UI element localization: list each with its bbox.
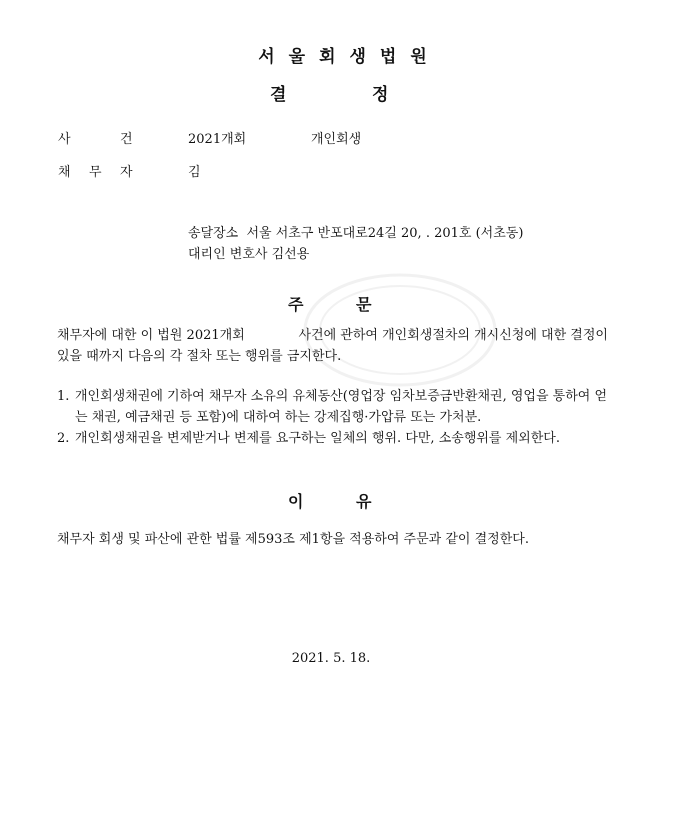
reason-text: 채무자 회생 및 파산에 관한 법률 제593조 제1항을 적용하여 주문과 같이 결정한다. [57, 532, 529, 547]
legal-agent: 대리인 변호사 김선용 [188, 247, 310, 262]
order-heading-left: 주 [288, 295, 304, 314]
reason-heading-left: 이 [288, 492, 304, 511]
court-name: 서울회생법원 [258, 47, 441, 67]
title-char-right: 정 [372, 85, 389, 105]
debtor-label-char-3: 자 [120, 165, 133, 180]
case-label [58, 128, 178, 146]
order-heading-right: 문 [356, 295, 372, 314]
order-item-2 [57, 428, 617, 449]
order-item-1-text: 개인회생채권에 기하여 채무자 소유의 유체동산(영업장 임차보증금반환채권, 영업을 통하여 얻는 채권, 예금채권 등 포함)에 대하여 하는 강제집행·가압류 또는 가처분. [75, 389, 608, 425]
title-char-left: 결 [270, 85, 287, 105]
debtor-name: 김 [188, 165, 201, 180]
order-item-2-number: 2. [57, 431, 70, 446]
case-type: 개인회생 [311, 132, 362, 147]
service-address: 송달장소 서울 서초구 반포대로24길 20, . 201호 (서초동) [188, 226, 524, 241]
order-item-1-number: 1. [57, 389, 70, 404]
order-intro: 채무자에 대한 이 법원 2021개회 사건에 관하여 개인회생절차의 개시신청에 대한 결정이 있을 때까지 다음의 각 절차 또는 행위를 금지한다. [57, 328, 613, 364]
order-item-1 [57, 386, 617, 428]
order-item-2-text: 개인회생채권을 변제받거나 변제를 요구하는 일체의 행위. 다만, 소송행위를 제외한다. [75, 431, 560, 446]
debtor-label-char-1: 채 [58, 165, 71, 180]
case-number: 2021개회 [188, 132, 247, 147]
reason-heading-right: 유 [356, 492, 372, 511]
case-label-char-1: 사 [58, 132, 71, 147]
decision-date: 2021. 5. 18. [291, 651, 371, 666]
case-label-char-2: 건 [120, 132, 133, 147]
debtor-label-char-2: 무 [89, 165, 102, 180]
debtor-label [58, 161, 178, 179]
